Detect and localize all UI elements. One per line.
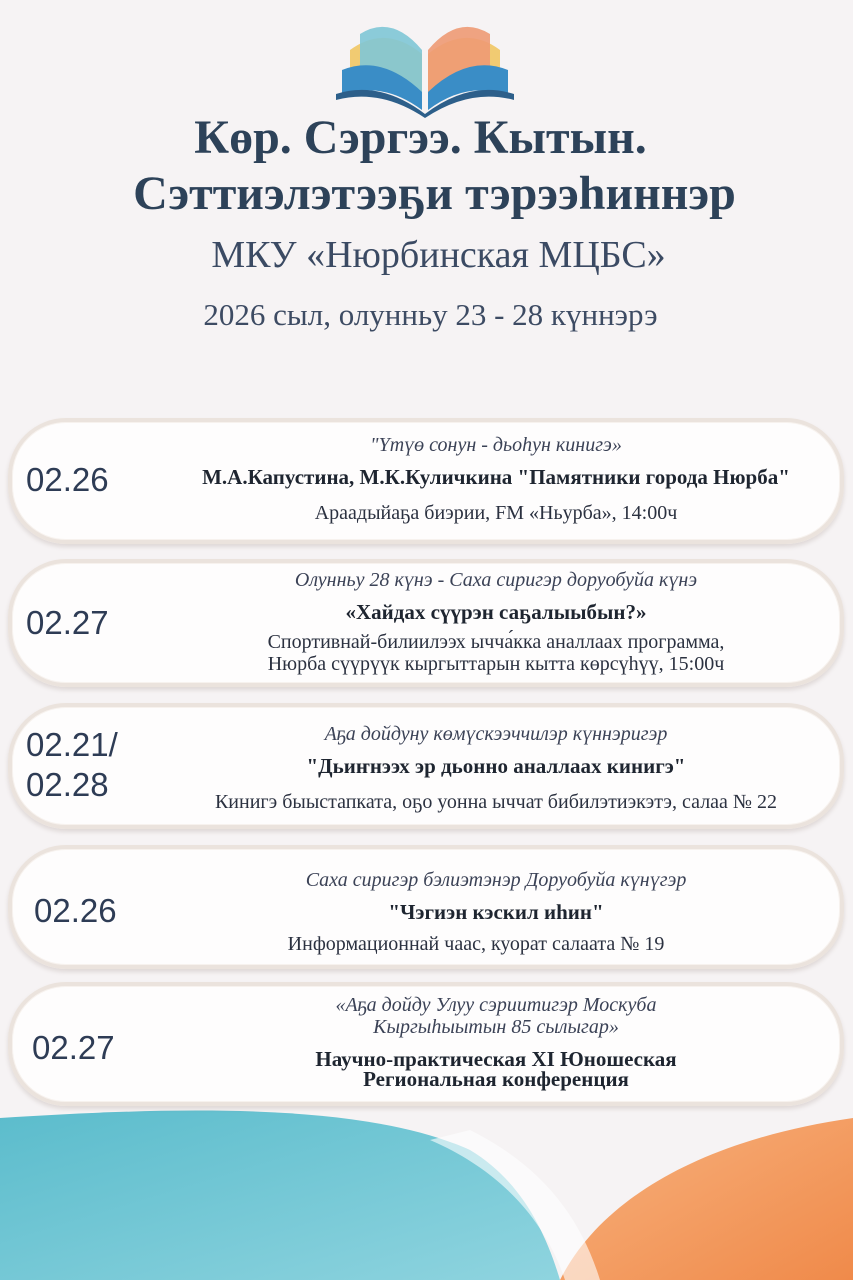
event-card-3: [8, 703, 844, 829]
event-subtitle: Аҕа дойдуну көмүскээччилэр күннэригэр: [324, 723, 668, 745]
event-description-line-2: Нюрба сүүрүүк кыргыттарын кытта көрсүһүү, 15:00ч: [267, 653, 725, 675]
event-card-4: [8, 845, 844, 969]
event-title: М.А.Капустина, М.К.Куличкина "Памятники города Нюрба": [202, 465, 790, 489]
event-subtitle: "Үтүө сонун - дьоһун кинигэ»: [370, 434, 622, 456]
event-subtitle: Саха сиригэр бэлиэтэнэр Доруобуйа күнүгэр: [305, 869, 687, 891]
event-description: Араадыйаҕа биэрии, FM «Ньурба», 14:00ч: [314, 502, 678, 524]
event-title: "Чэгиэн кэскил иһин": [388, 900, 604, 924]
event-card-1: [8, 418, 844, 544]
event-subtitle-line-1: «Аҕа дойду Улуу сэриитигэр Москуба: [335, 994, 657, 1016]
event-date: 02.27: [26, 604, 109, 641]
event-title: «Хайдах сүүрэн саҕалыыбын?»: [345, 600, 647, 624]
event-description-line-1: Спортивнай-билиилээх ычча́кка аналлаах программа,: [267, 631, 725, 653]
event-subtitle: Олунньу 28 күнэ - Саха сиригэр доруобуйа күнэ: [294, 569, 698, 591]
event-description: Информационнай чаас, куорат салаата № 19: [287, 933, 665, 955]
event-title: "Дьиҥнээх эр дьонно аналлаах кинигэ": [306, 754, 686, 778]
date-range: 2026 сыл, олунньу 23 - 28 күннэрэ: [203, 297, 658, 332]
open-book-logo-icon: [330, 14, 520, 118]
event-title-line-2: Региональная конференция: [363, 1067, 629, 1091]
event-card-2: [8, 559, 844, 687]
page-title-line-1: Көр. Сэргээ. Кытын.: [194, 111, 647, 164]
event-date: 02.26: [34, 892, 117, 929]
event-date-line-2: 02.28: [26, 766, 109, 803]
event-date: 02.27: [32, 1029, 115, 1066]
event-subtitle-line-2: Кыргыһыытын 85 сылыгар»: [373, 1016, 619, 1038]
page-title-line-2: Сэттиэлэтээҕи тэрээһиннэр: [133, 167, 736, 220]
event-card-5: [8, 982, 844, 1106]
event-date: 02.26: [26, 461, 109, 498]
event-title-line-1: Научно-практическая XI Юношеская: [315, 1047, 677, 1071]
organization-name: МКУ «Нюрбинская МЦБС»: [211, 234, 666, 276]
event-date-line-1: 02.21/: [26, 726, 118, 763]
event-description: Кинигэ быыстапката, оҕо уонна ыччат бибилэтиэкэтэ, салаа № 22: [214, 791, 778, 813]
